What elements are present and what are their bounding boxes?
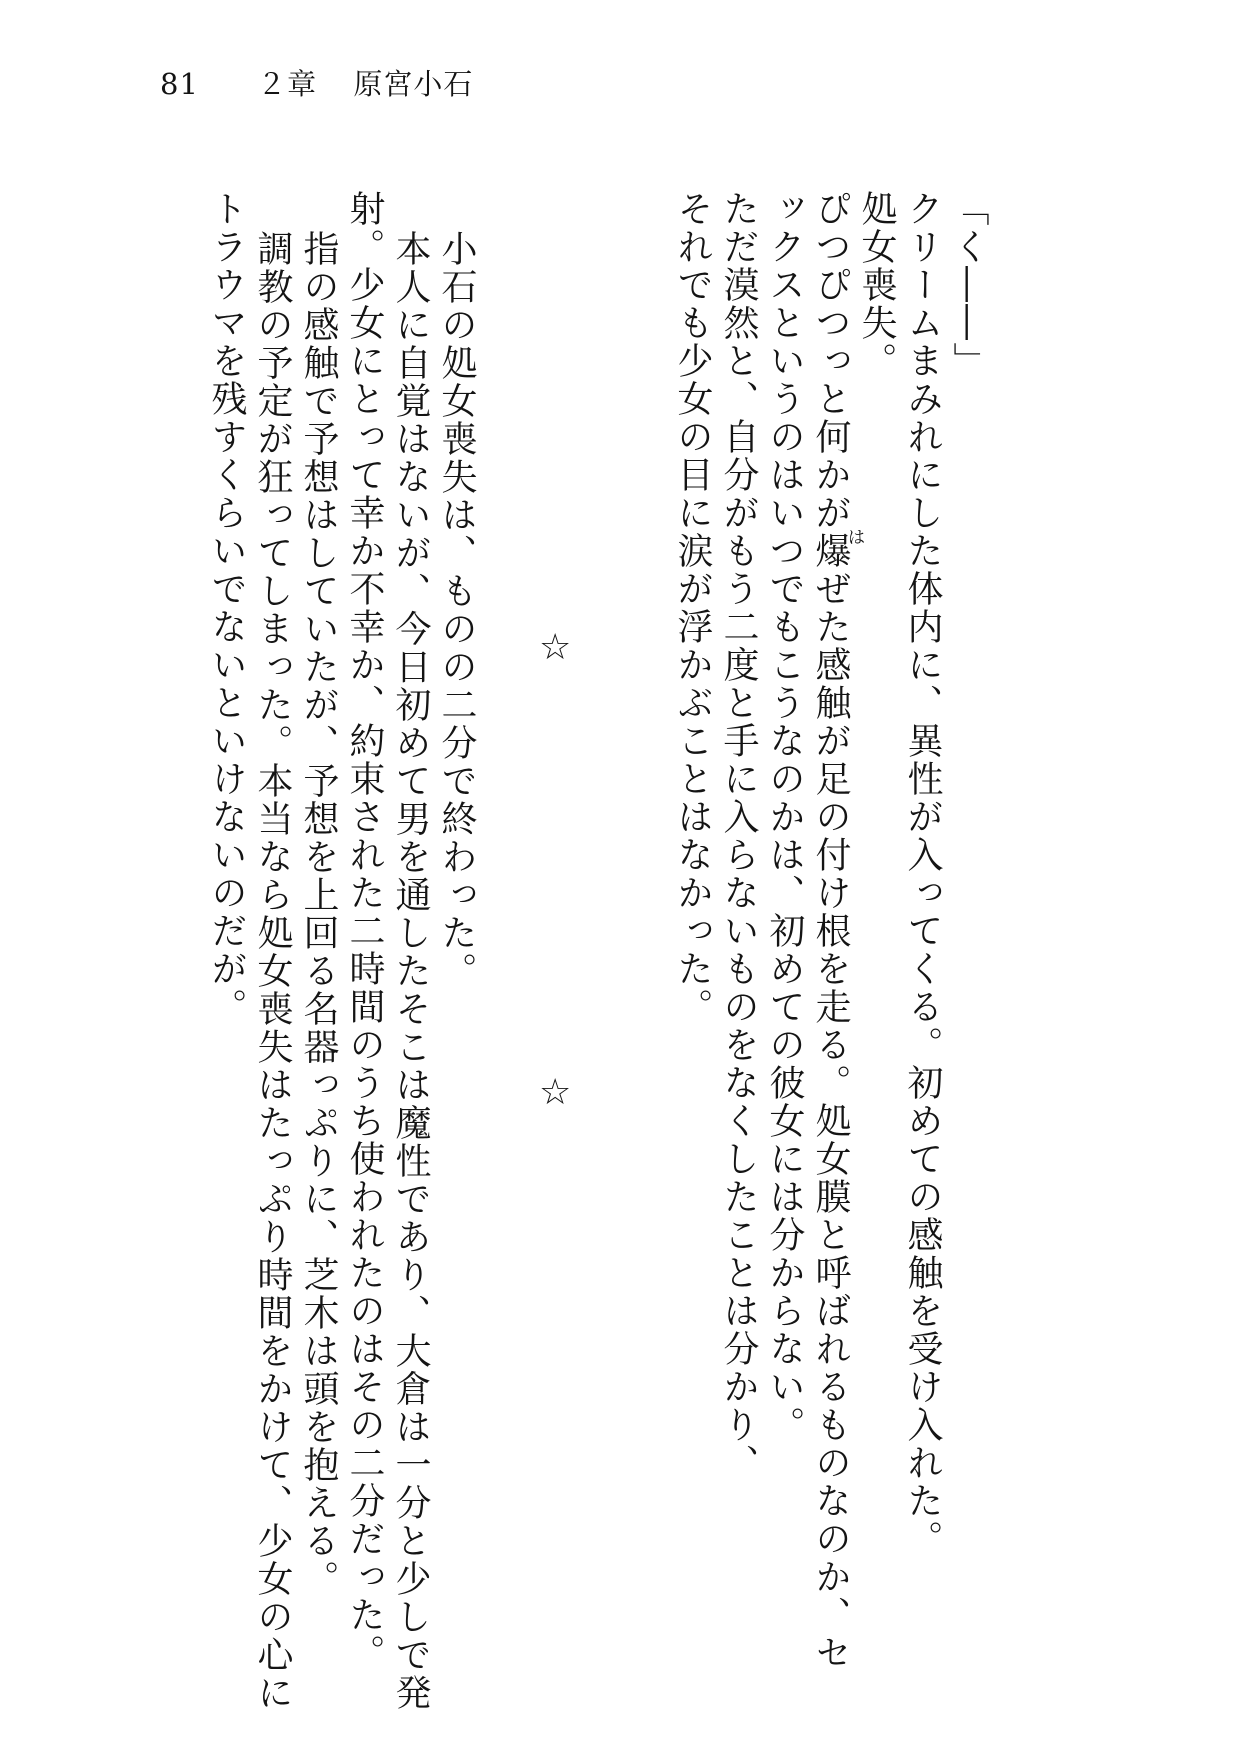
chapter-label: ２章 [257, 67, 318, 101]
text-column-11: 指の感触で予想はしていたが、予想を上回る名器っぷりに、芝木は頭を抱える。 [298, 230, 339, 1598]
page-number: 81 [160, 67, 199, 101]
text-column-9: 本人に自覚はないが、今日初めて男を通したそこは魔性であり、大倉は一分と少しで発 [390, 230, 431, 1712]
text-column-4: ぴつぴつっと何かが爆ぜた感触が足の付け根を走る。処女膜と呼ばれるものなのか、セ [810, 190, 851, 1672]
text-column-3: 処女喪失。 [856, 190, 897, 380]
ruby-annotation: は [848, 528, 865, 548]
text-column-8: 小石の処女喪失は、ものの二分で終わった。 [436, 230, 477, 990]
section-break-star-2: ☆ [539, 1072, 572, 1113]
text-column-2: クリームまみれにした体内に、異性が入ってくる。初めての感触を受け入れた。 [902, 190, 943, 1558]
text-column-5: ックスというのはいつでもこうなのかは、初めての彼女には分からない。 [764, 190, 805, 1444]
text-column-1: 「く――」 [948, 190, 989, 380]
text-column-12: 調教の予定が狂ってしまった。本当なら処女喪失はたっぷり時間をかけて、少女の心に [252, 230, 293, 1712]
section-break-star-1: ☆ [539, 627, 572, 668]
chapter-title: 原宮小石 [353, 67, 474, 101]
text-column-7: それでも少女の目に涙が浮かぶことはなかった。 [672, 190, 713, 1026]
text-column-10: 射。少女にとって幸か不幸か、約束された二時間のうち使われたのはその二分だった。 [344, 190, 385, 1672]
text-column-6: ただ漠然と、自分がもう二度と手に入らないものをなくしたことは分かり、 [718, 190, 759, 1482]
text-column-13: トラウマを残すくらいでないといけないのだが。 [206, 190, 247, 1026]
running-header [160, 62, 473, 103]
